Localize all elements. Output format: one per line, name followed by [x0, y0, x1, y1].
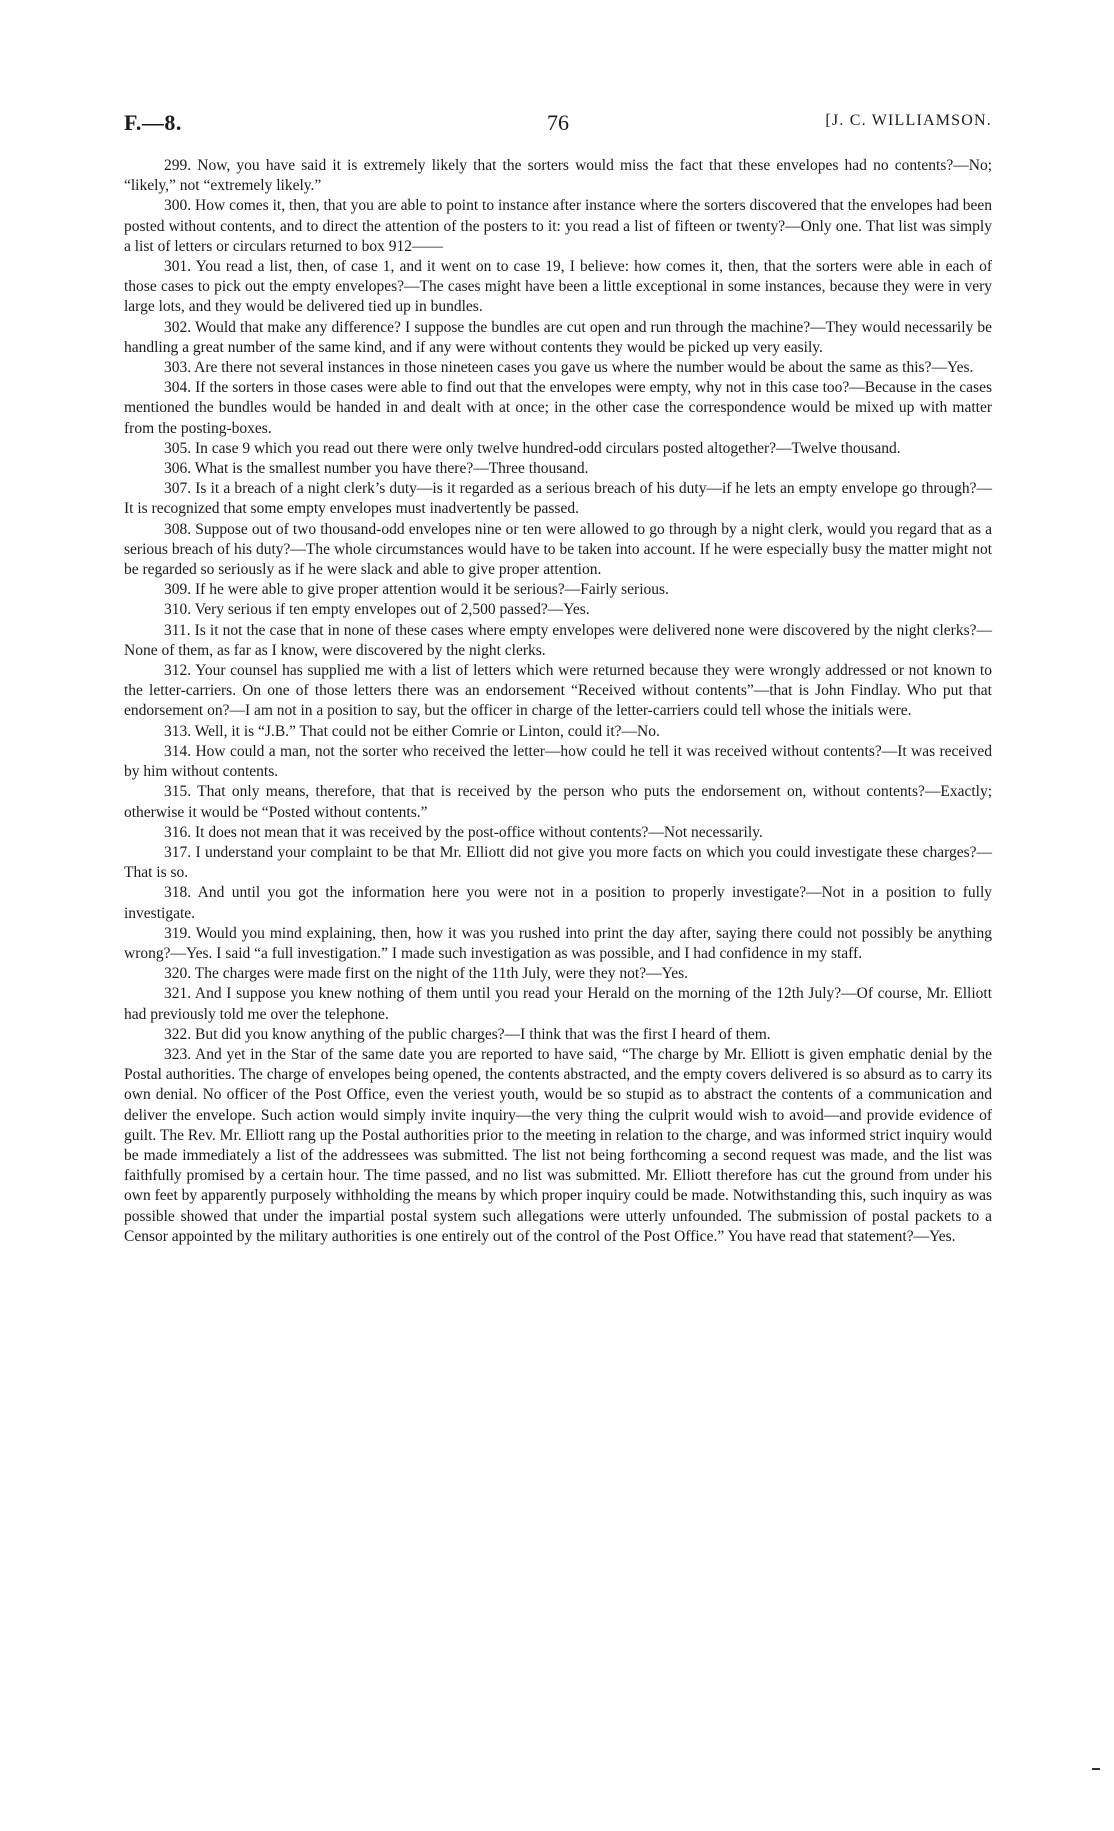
document-page: [124, 110, 992, 1247]
question-300: 300. How comes it, then, that you are able to point to instance after instance where the sorters discovered that the envelopes had been posted without contents, and to direct the attention of the posters to it: you read a list of fifteen or twenty?—Only one. That list was simply a list of letters or circulars returned to box 912——: [124, 197, 992, 255]
question-303: 303. Are there not several instances in those nineteen cases you gave us where the number would be about the same as this?—Yes.: [164, 359, 974, 377]
question-310: 310. Very serious if ten empty envelopes out of 2,500 passed?—Yes.: [164, 601, 590, 619]
scan-mark: [1092, 1768, 1100, 1770]
question-323: 323. And yet in the Star of the same date you are reported to have said, “The charge by Mr. Elliott is given emphatic denial by the Postal authorities. The charge of envelopes being opened, the contents abstracted, and the empty covers delivered is so absurd as to carry its own denial. No officer of the Post Office, even the veriest youth, would be so stupid as to abstract the contents of a communication and deliver the envelope. Such action would simply invite inquiry—the very thing the culprit would wish to avoid—and provide evidence of guilt. The Rev. Mr. Elliott rang up the Postal authorities prior to the meeting in relation to the charge, and was informed strict inquiry would be made immediately a list of the addressees was submitted. The list not being forthcoming a second request was made, and the list was faithfully promised by a certain hour. The time passed, and no list was submitted. Mr. Elliott therefore has cut the ground from under his own feet by apparently purposely withholding the means by which proper inquiry could be made. Notwithstanding this, such inquiry as was possible showed that under the impartial postal system such allegations were utterly unfounded. The submission of postal packets to a Censor appointed by the military authorities is one entirely out of the control of the Post Office.” You have read that statement?—Yes.: [124, 1045, 992, 1245]
question-309: 309. If he were able to give proper attention would it be serious?—Fairly serious.: [164, 581, 669, 599]
testimony-body: [124, 156, 992, 1247]
witness-name: [J. C. WILLIAMSON.: [825, 112, 992, 129]
question-316: 316. It does not mean that it was received by the post-office without contents?—Not necessarily.: [164, 823, 763, 841]
question-308: 308. Suppose out of two thousand-odd envelopes nine or ten were allowed to go through by a night clerk, would you regard that as a serious breach of his duty?—The whole circumstances would have to be taken into account. If he were especially busy the matter might not be regarded so seriously as if he were slack and able to give proper attention.: [124, 520, 992, 579]
question-320: 320. The charges were made first on the night of the 11th July, were they not?—Yes.: [164, 965, 689, 983]
question-306: 306. What is the smallest number you have there?—Three thousand.: [164, 460, 589, 478]
question-321: 321. And I suppose you knew nothing of them until you read your Herald on the morning of the 12th July?—Of course, Mr. Elliott had previously told me over the telephone.: [124, 985, 992, 1023]
question-305: 305. In case 9 which you read out there were only twelve hundred-odd circulars posted altogether?—Twelve thousand.: [164, 439, 901, 457]
question-319: 319. Would you mind explaining, then, how it was you rushed into print the day after, saying there could not possibly be anything wrong?—Yes. I said “a full investigation.” I made such investigation as was possible, and I had confidence in my staff.: [124, 924, 992, 962]
page-number: 76: [547, 110, 569, 135]
question-311: 311. Is it not the case that in none of these cases where empty envelopes were delivered none were discovered by the night clerks?—None of them, as far as I know, were discovered by the night clerks.: [124, 621, 992, 659]
question-304: 304. If the sorters in those cases were able to find out that the envelopes were empty, why not in this case too?—Because in the cases mentioned the bundles would be handed in and dealt with at once; in the other case the correspondence would be mixed up with matter from the posting-boxes.: [124, 379, 992, 437]
question-318: 318. And until you got the information here you were not in a position to properly investigate?—Not in a position to fully investigate.: [124, 884, 992, 922]
question-299: 299. Now, you have said it is extremely likely that the sorters would miss the fact that these envelopes had no contents?—No; “likely,” not “extremely likely.”: [124, 157, 992, 195]
question-302: 302. Would that make any difference? I suppose the bundles are cut open and run through the machine?—They would necessarily be handling a great number of the same kind, and if any were without contents they would be picked up very easily.: [124, 318, 992, 356]
question-315: 315. That only means, therefore, that that is received by the person who puts the endorsement on, without contents?—Exactly; otherwise it would be “Posted without contents.”: [124, 783, 992, 821]
question-322: 322. But did you know anything of the public charges?—I think that was the first I heard of them.: [164, 1025, 771, 1043]
question-312: 312. Your counsel has supplied me with a list of letters which were returned because they were wrongly addressed or not known to the letter-carriers. On one of those letters there was an endorsement “Received without contents”—that is John Findlay. Who put that endorsement on?—I am not in a position to say, but the officer in charge of the letter-carriers could tell whose the initials were.: [124, 662, 992, 720]
question-314: 314. How could a man, not the sorter who received the letter—how could he tell it was received without contents?—It was received by him without contents.: [124, 742, 992, 781]
question-307: 307. Is it a breach of a night clerk’s duty—is it regarded as a serious breach of his duty—if he lets an empty envelope go through?—It is recognized that some empty envelopes must inadvertently be passed.: [124, 480, 992, 518]
document-reference: F.—8.: [124, 110, 182, 135]
question-313: 313. Well, it is “J.B.” That could not be either Comrie or Linton, could it?—No.: [164, 722, 660, 740]
page-header: [124, 110, 992, 144]
question-317: 317. I understand your complaint to be that Mr. Elliott did not give you more facts on which you could investigate these charges?—That is so.: [124, 843, 992, 882]
question-301: 301. You read a list, then, of case 1, and it went on to case 19, I believe: how comes it, then, that the sorters were able in each of those cases to pick out the empty envelopes?—The cases might have been a little exceptional in some instances, because they were in very large lots, and they would be delivered tied up in bundles.: [124, 258, 992, 316]
